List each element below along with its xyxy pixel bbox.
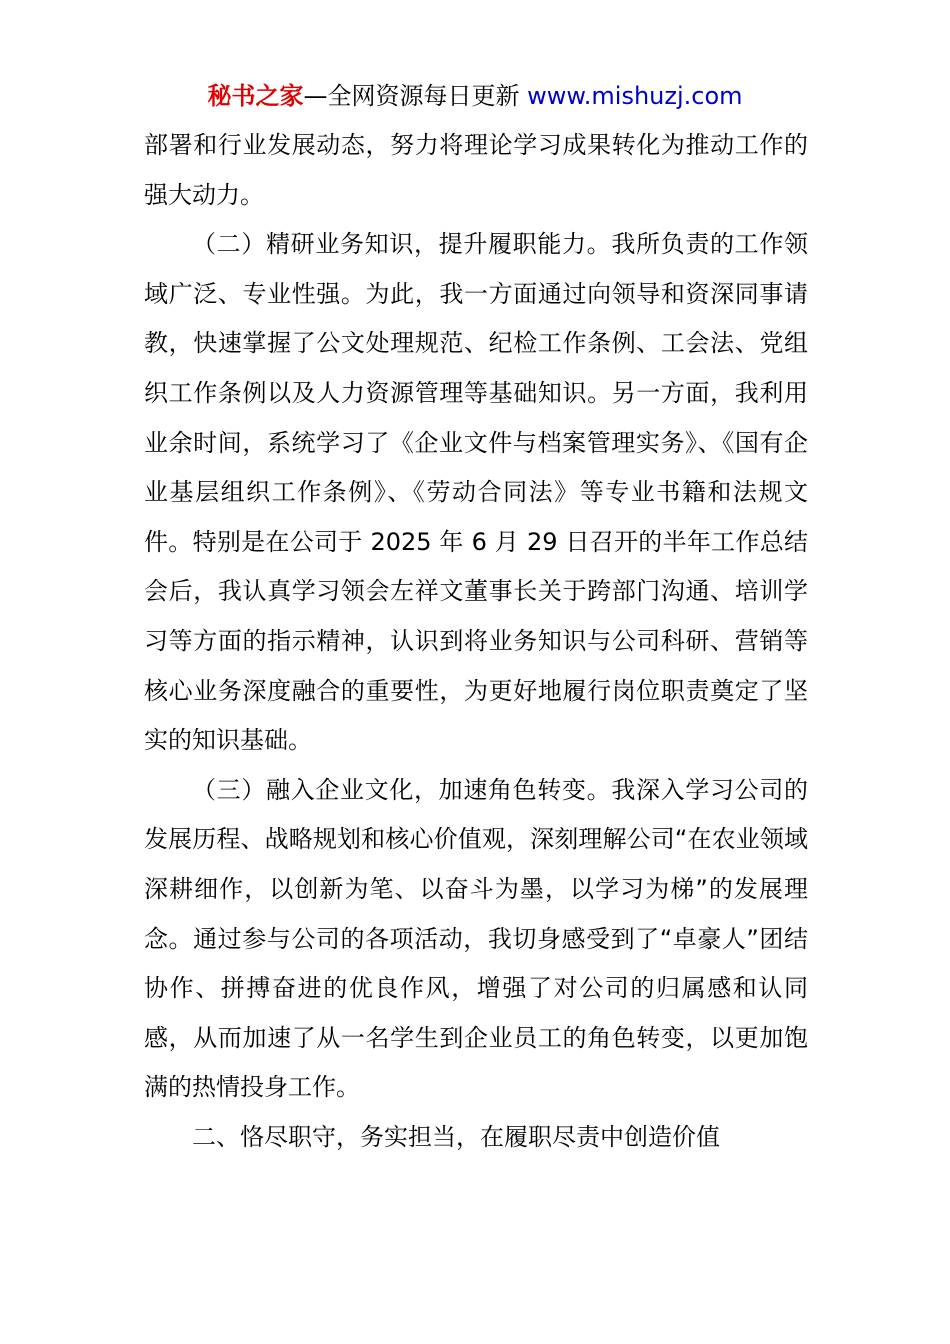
document-body [144,121,808,1162]
paragraph-section-3: （三）融入企业文化，加速角色转变。我深入学习公司的发展历程、战略规划和核心价值观，深刻理解公司“在农业领域深耕细作，以创新为笔、以奋斗为墨，以学习为梯”的发展理念。通过参与公司的各项活动，我切身感受到了“卓豪人”团结协作、拼搏奋进的优良作风，增强了对公司的归属感和认同感，从而加速了从一名学生到企业员工的角色转变，以更加饱满的热情投身工作。 [144,775,808,1102]
site-url[interactable]: www.mishuzj.com [527,82,743,110]
brand-name: 秘书之家 [207,82,304,110]
section-heading: 二、恪尽职守，务实担当，在履职尽责中创造价值 [192,1122,720,1151]
paragraph-continuation: 部署和行业发展动态，努力将理论学习成果转化为推动工作的强大动力。 [144,131,808,209]
site-watermark-header [0,80,950,112]
header-tagline: —全网资源每日更新 [303,82,520,110]
paragraph-section-2: （二）精研业务知识，提升履职能力。我所负责的工作领域广泛、专业性强。为此，我一方面通过向领导和资深同事请教，快速掌握了公文处理规范、纪检工作条例、工会法、党组织工作条例以及人力资源管理等基础知识。另一方面，我利用业余时间，系统学习了《企业文件与档案管理实务》、《国有企业基层组织工作条例》、《劳动合同法》等专业书籍和法规文件。特别是在公司于 2025 年 6 月 29 日召开的半年工作总结会后，我认真学习领会左祥文董事长关于跨部门沟通、培训学习等方面的指示精神，认识到将业务知识与公司科研、营销等核心业务深度融合的重要性，为更好地履行岗位职责奠定了坚实的知识基础。 [144,230,808,755]
